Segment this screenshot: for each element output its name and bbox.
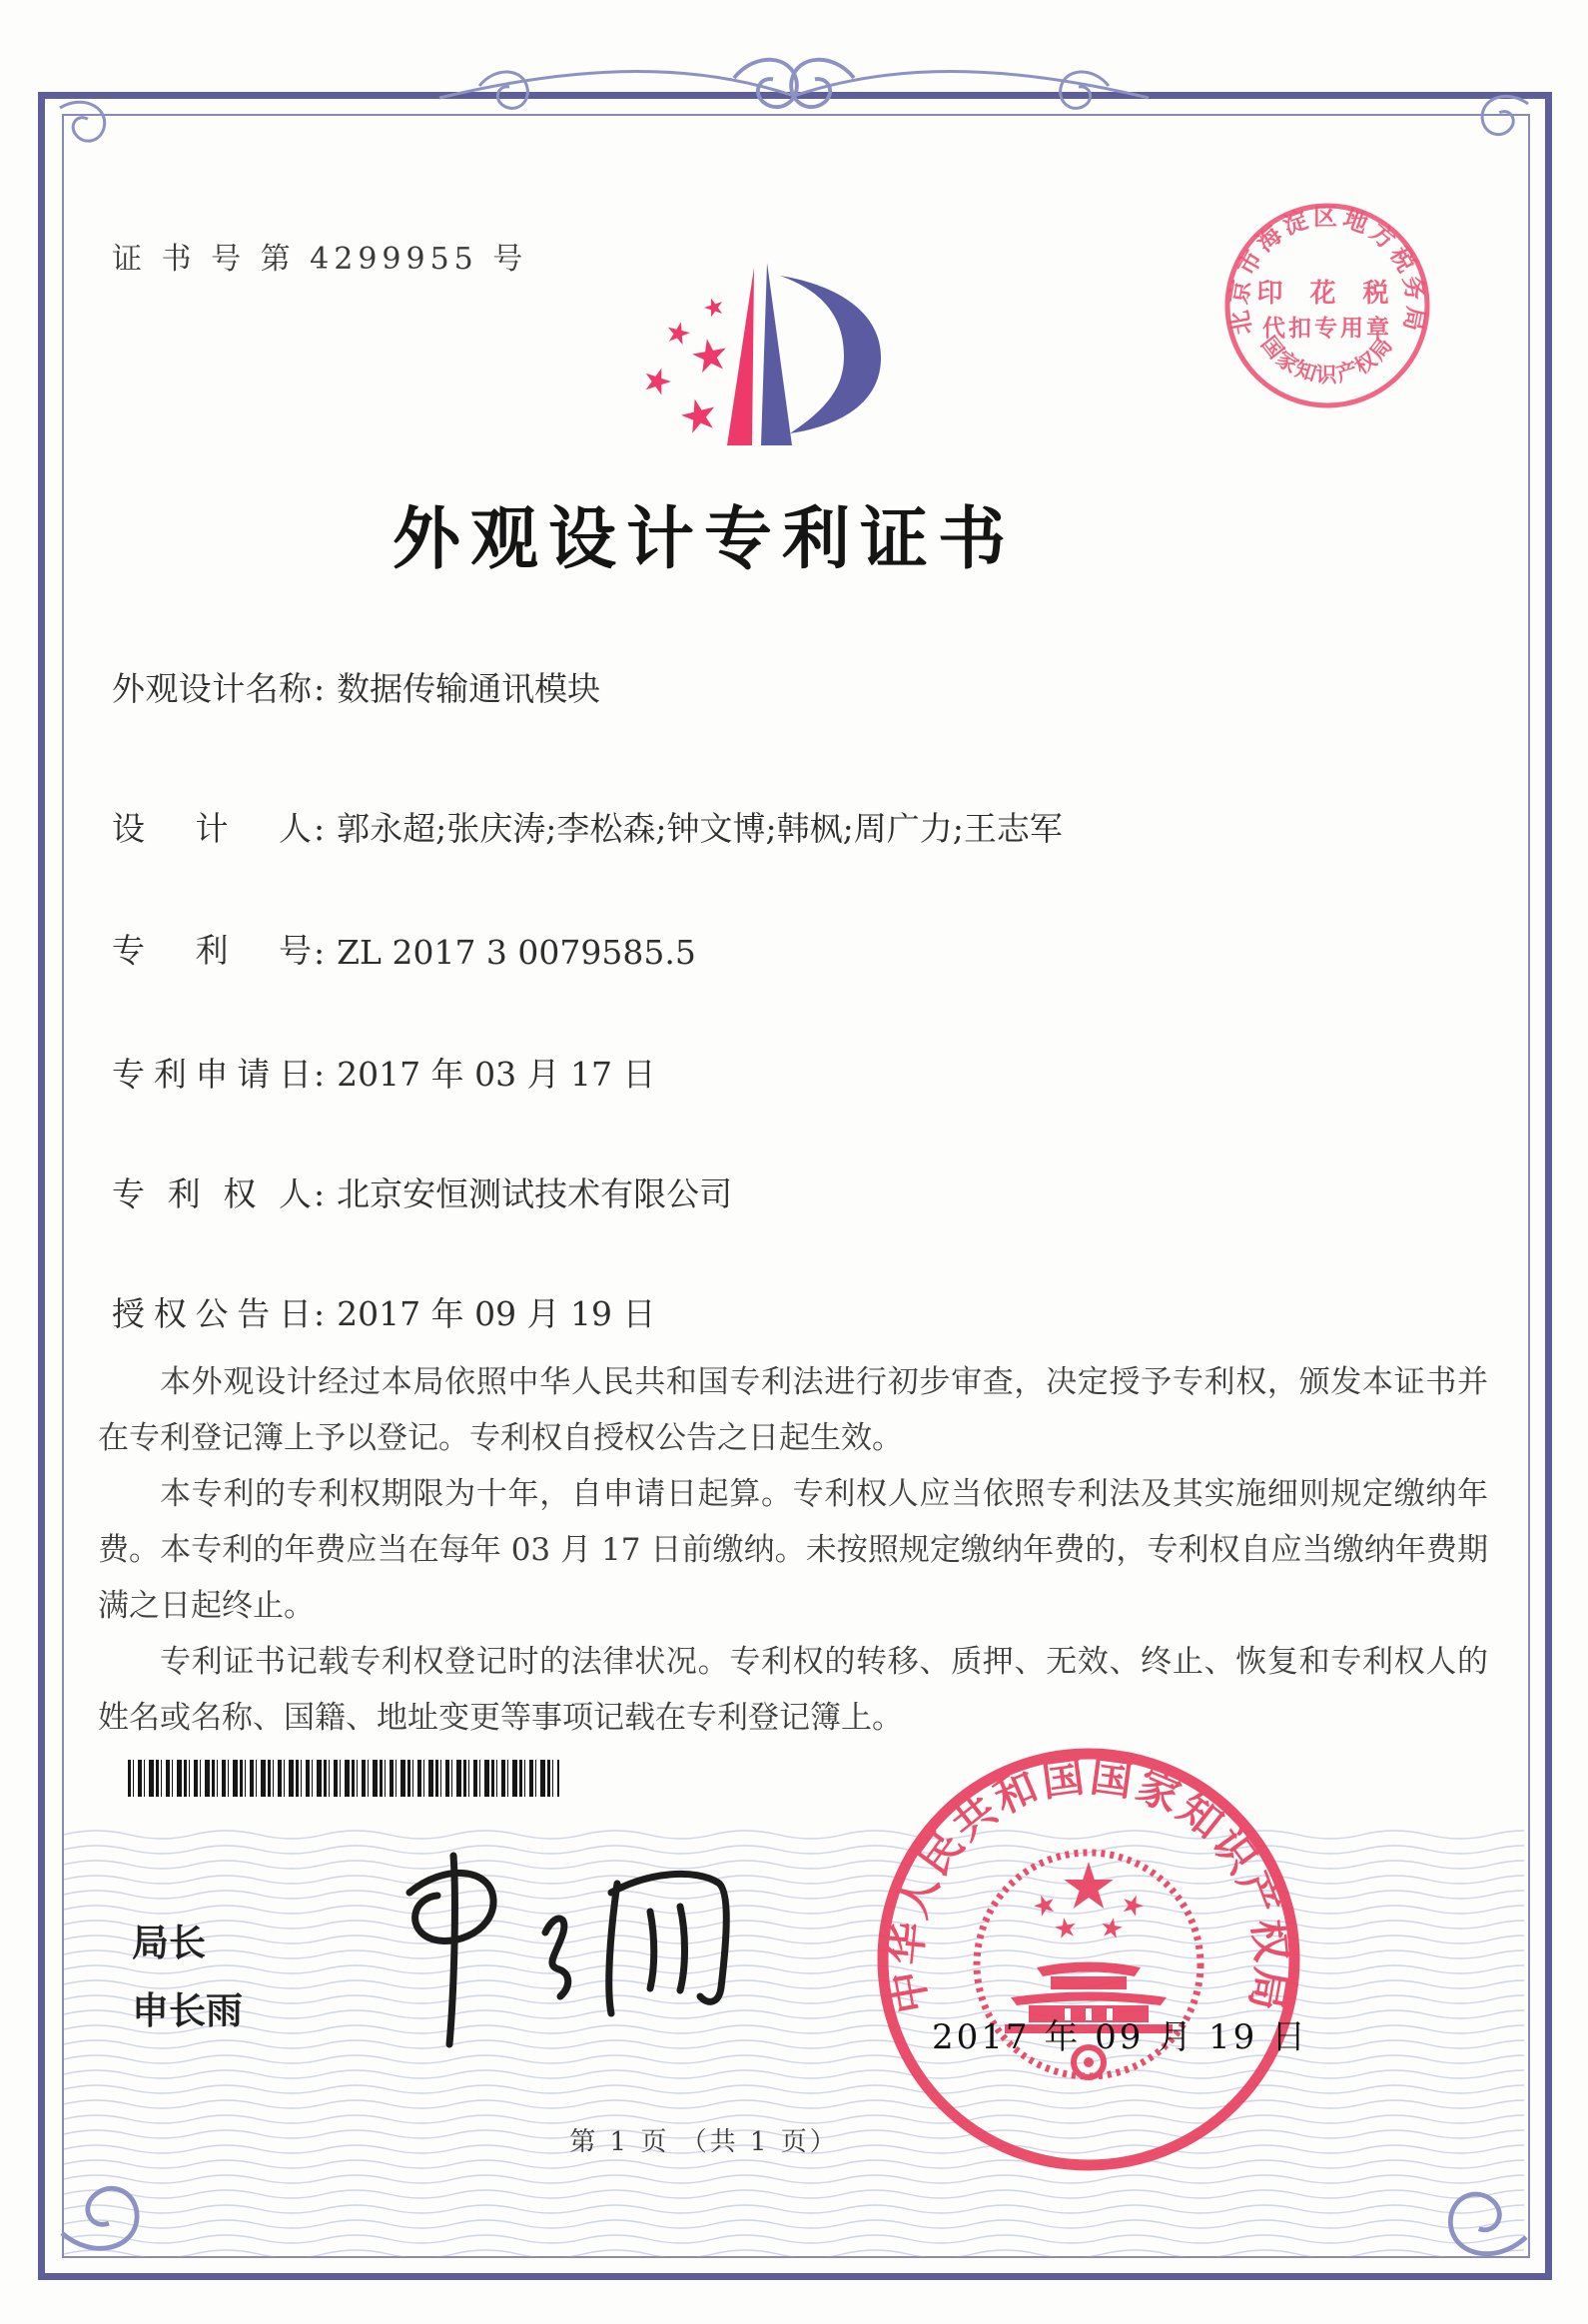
field-value: 2017 年 03 月 17 日: [337, 1055, 656, 1094]
logo-triangle-left: [727, 268, 754, 445]
field-value: 郭永超;张庆涛;李松森;钟文博;韩枫;周广力;王志军: [337, 809, 1063, 848]
logo-triangle-right: [761, 263, 792, 445]
tax-stamp-line1: 印 花 税: [1256, 279, 1398, 309]
officer-name: 申长雨: [132, 1989, 243, 2033]
field-value: 2017 年 09 月 19 日: [337, 1294, 656, 1333]
tax-stamp-arc-bottom: 国家知识产权局: [1256, 331, 1398, 387]
field-designers: 设计人: 郭永超;张庆涛;李松森;钟文博;韩枫;周广力;王志军: [112, 803, 1063, 850]
field-filing-date: 专利申请日: 2017 年 03 月 17 日: [112, 1049, 656, 1096]
field-label: 专利申请日: [112, 1055, 312, 1094]
tax-stamp-arc-top: 北京市海淀区地方税务局: [1223, 202, 1431, 338]
field-label: 专利权人: [112, 1174, 312, 1213]
page-footer: 第 1 页 （共 1 页）: [569, 2127, 839, 2157]
tax-stamp: [1211, 190, 1443, 425]
field-label: 授权公告日: [112, 1294, 312, 1333]
cnipa-logo: [597, 256, 897, 477]
field-label: 外观设计名称: [112, 669, 312, 708]
paragraph-3: 专利证书记载专利权登记时的法律状况。专利权的转移、质押、无效、终止、恢复和专利权人的姓名或名称、国籍、地址变更等事项记载在专利登记簿上。: [98, 1644, 1488, 1736]
field-grant-date: 授权公告日: 2017 年 09 月 19 日: [112, 1288, 656, 1335]
field-label: 专利号: [112, 931, 312, 970]
field-design-name: 外观设计名称: 数据传输通讯模块: [112, 663, 600, 710]
paragraph-1: 本外观设计经过本局依照中华人民共和国专利法进行初步审查，决定授予专利权，颁发本证书并在专利登记簿上予以登记。专利权自授权公告之日起生效。: [98, 1364, 1488, 1456]
barcode: [128, 1760, 559, 1797]
logo-stars: [641, 296, 730, 435]
legal-text: [98, 1354, 1488, 1746]
logo-p-crescent: [780, 276, 881, 433]
field-patentee: 专利权人: 北京安恒测试技术有限公司: [112, 1168, 732, 1215]
paragraph-2: 本专利的专利权期限为十年，自申请日起算。专利权人应当依照专利法及其实施细则规定缴纳年费。本专利的年费应当在每年 03 月 17 日前缴纳。未按照规定缴纳年费的，专利权自应当缴纳年费期满之日起终止。: [98, 1476, 1488, 1624]
seal-ring-text: 中华人民共和国国家知识产权局: [880, 1751, 1297, 2017]
field-value: 数据传输通讯模块: [337, 669, 601, 708]
certificate-title: 外观设计专利证书: [392, 499, 1016, 579]
officer-block: [132, 1910, 243, 2046]
officer-title: 局长: [132, 1922, 206, 1964]
cnipa-seal: [869, 1740, 1308, 2183]
seal-date: 2017 年 09 月 19 日: [932, 2017, 1309, 2057]
field-patent-number: 专利号: ZL 2017 3 0079585.5: [112, 925, 696, 972]
tax-stamp-line2: 代扣专用章: [1262, 315, 1392, 342]
certificate-number: 证 书 号 第 4299955 号: [112, 242, 528, 277]
field-label: 设计人: [112, 809, 312, 848]
director-signature: [350, 1838, 779, 2081]
field-value: 北京安恒测试技术有限公司: [337, 1174, 733, 1213]
field-value: ZL 2017 3 0079585.5: [337, 933, 696, 972]
